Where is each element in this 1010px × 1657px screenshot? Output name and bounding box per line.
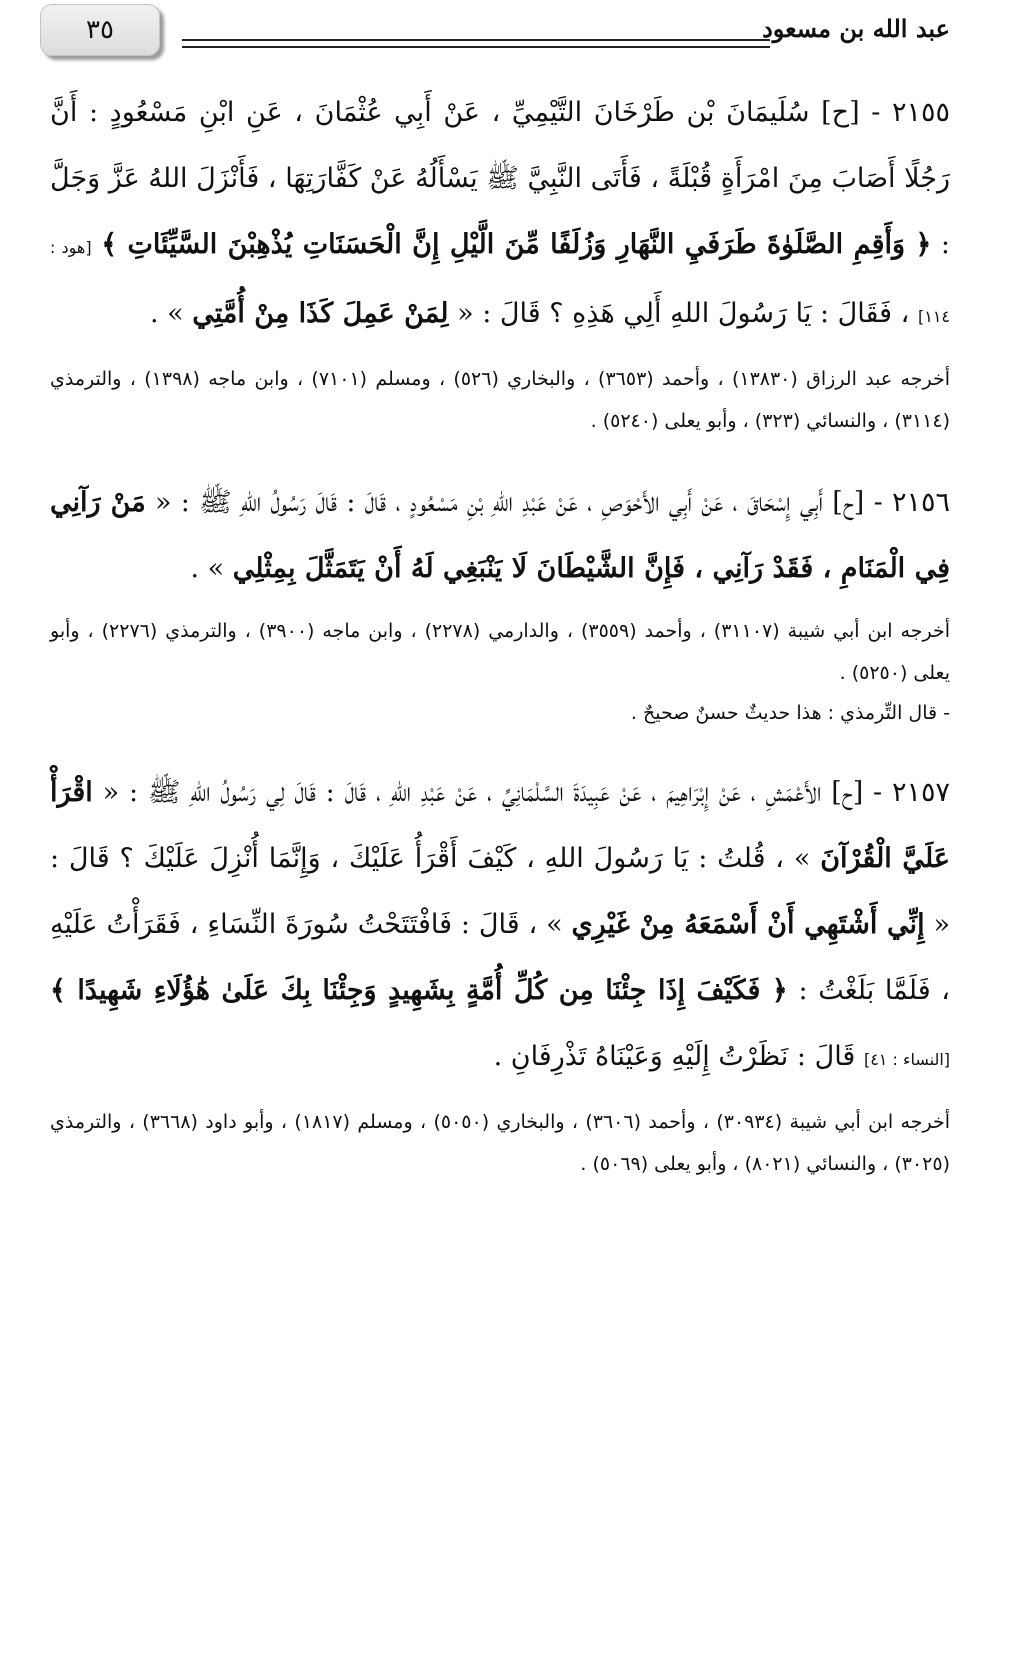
hadith-text	[50, 760, 950, 1093]
hadith-lead: ٢١٥٦ - [ح] أَبِي إِسْحَاقَ ، عَنْ أَبِي الأَحْوَصِ ، عَنْ عَبْدِ اللهِ بْنِ مَسْعُودٍ ، قَالَ : قَالَ رَسُولُ اللهِ ﷺ : «	[154, 487, 951, 518]
takhrij-note: أخرجه ابن أبي شيبة (٣١١٠٧) ، وأحمد (٣٥٥٩) ، والدارمي (٢٢٧٨) ، وابن ماجه (٣٩٠٠) ، والترمذي (٢٢٧٦) ، وأبو يعلى (٥٢٥٠) .	[50, 620, 950, 684]
hadith-text	[50, 80, 950, 350]
hadith-2156	[50, 470, 950, 732]
hadith-middle: ، فَقَالَ : يَا رَسُولَ اللهِ أَلِي هَذِهِ ؟ قَالَ : «	[457, 298, 910, 329]
prophetic-saying: اقْرَأْ عَلَيَّ الْقُرْآنَ	[50, 777, 950, 874]
hadith-text	[50, 470, 950, 602]
hadith-end: قَالَ : نَظَرْتُ إِلَيْهِ وَعَيْنَاهُ تَذْرِفَانِ .	[493, 1041, 856, 1072]
page-number: ٣٥	[40, 4, 160, 56]
verse-reference: [النساء : ٤١]	[863, 1050, 950, 1069]
takhrij-note: أخرجه عبد الرزاق (١٣٨٣٠) ، وأحمد (٣٦٥٣) ، والبخاري (٥٢٦) ، ومسلم (٧١٠١) ، وابن ماجه (١٣٩٨) ، والترمذي (٣١١٤) ، والنسائي (٣٢٣) ، وأبو يعلى (٥٢٤٠) .	[50, 368, 950, 432]
prophetic-saying: لِمَنْ عَمِلَ كَذَا مِنْ أُمَّتِي	[192, 298, 449, 329]
quran-verse: ﴿ وَأَقِمِ الصَّلَوٰةَ طَرَفَيِ النَّهَارِ وَزُلَفًا مِّنَ الَّيْلِ إِنَّ الْحَسَنَاتِ يُذْهِبْنَ السَّيِّئَاتِ ﴾	[101, 229, 932, 260]
hadith-lead: ٢١٥٧ - [ح] الأَعْمَشِ ، عَنْ إِبْرَاهِيمَ ، عَنْ عَبِيدَةَ السَّلْمَانِيِّ ، عَنْ عَبْدِ اللهِ ، قَالَ : قَالَ لِي رَسُولُ اللهِ ﷺ : «	[102, 777, 950, 808]
page-body	[50, 80, 950, 1213]
quran-verse: ﴿ فَكَيْفَ إِذَا جِئْنَا مِن كُلِّ أُمَّةٍ بِشَهِيدٍ وَجِئْنَا بِكَ عَلَىٰ هَٰؤُلَاءِ شَهِيدًا ﴾	[50, 975, 788, 1006]
hadith-2157	[50, 760, 950, 1185]
page-header	[0, 0, 1010, 70]
header-rule-top	[182, 39, 770, 41]
hadith-2155	[50, 80, 950, 442]
hadith-end: » .	[190, 553, 225, 584]
hadith-middle: » ، قَالَ : فَافْتَتَحْتُ سُورَةَ النِّسَاءِ ، فَقَرَأْتُ عَلَيْهِ ، فَلَمَّا بَلَغْتُ :	[50, 909, 951, 1006]
takhrij-note: أخرجه ابن أبي شيبة (٣٠٩٣٤) ، وأحمد (٣٦٠٦) ، والبخاري (٥٠٥٠) ، ومسلم (١٨١٧) ، وأبو داود (٣٦٦٨) ، والترمذي (٣٠٢٥) ، والنسائي (٨٠٢١) ، وأبو يعلى (٥٠٦٩) .	[50, 1111, 950, 1175]
hadith-end: » .	[149, 298, 184, 329]
header-rule-bottom	[182, 46, 770, 48]
hadith-lead: ٢١٥٥ - [ح] سُلَيمَانَ بْن طَرْخَانَ التَّيْمِيِّ ، عَنْ أَبِي عُثْمَانَ ، عَنِ ابْنِ مَسْعُودٍ : أَنَّ رَجُلًا أَصَابَ مِنَ امْرَأَةٍ قُبْلَةً ، فَأَتَى النَّبِيَّ ﷺ يَسْأَلُهُ عَنْ كَفَّارَتِهَا ، فَأَنْزَلَ اللهُ عَزَّ وَجَلَّ :	[50, 97, 950, 260]
running-title: عبد الله بن مسعود	[762, 14, 950, 43]
tirmidhi-grading: - قال التِّرمذي : هذا حديثٌ حسنٌ صحيحٌ .	[630, 702, 950, 724]
verse-reference: [هود : ١١٤]	[50, 238, 950, 326]
prophetic-saying: مَنْ رَآنِي فِي الْمَنَامِ ، فَقَدْ رَآنِي ، فَإِنَّ الشَّيْطَانَ لَا يَنْبَغِي لَهُ أَنْ يَتَمَثَّلَ بِمِثْلِي	[50, 487, 950, 584]
hadith-middle: » ، قُلتُ : يَا رَسُولَ اللهِ ، كَيْفَ أَقْرَأُ عَلَيْكَ ، وَإِنَّمَا أُنْزِلَ عَلَيْكَ ؟ قَالَ : «	[50, 843, 950, 940]
prophetic-saying: إِنِّي أَشْتَهِي أَنْ أَسْمَعَهُ مِنْ غَيْرِي	[571, 909, 925, 940]
